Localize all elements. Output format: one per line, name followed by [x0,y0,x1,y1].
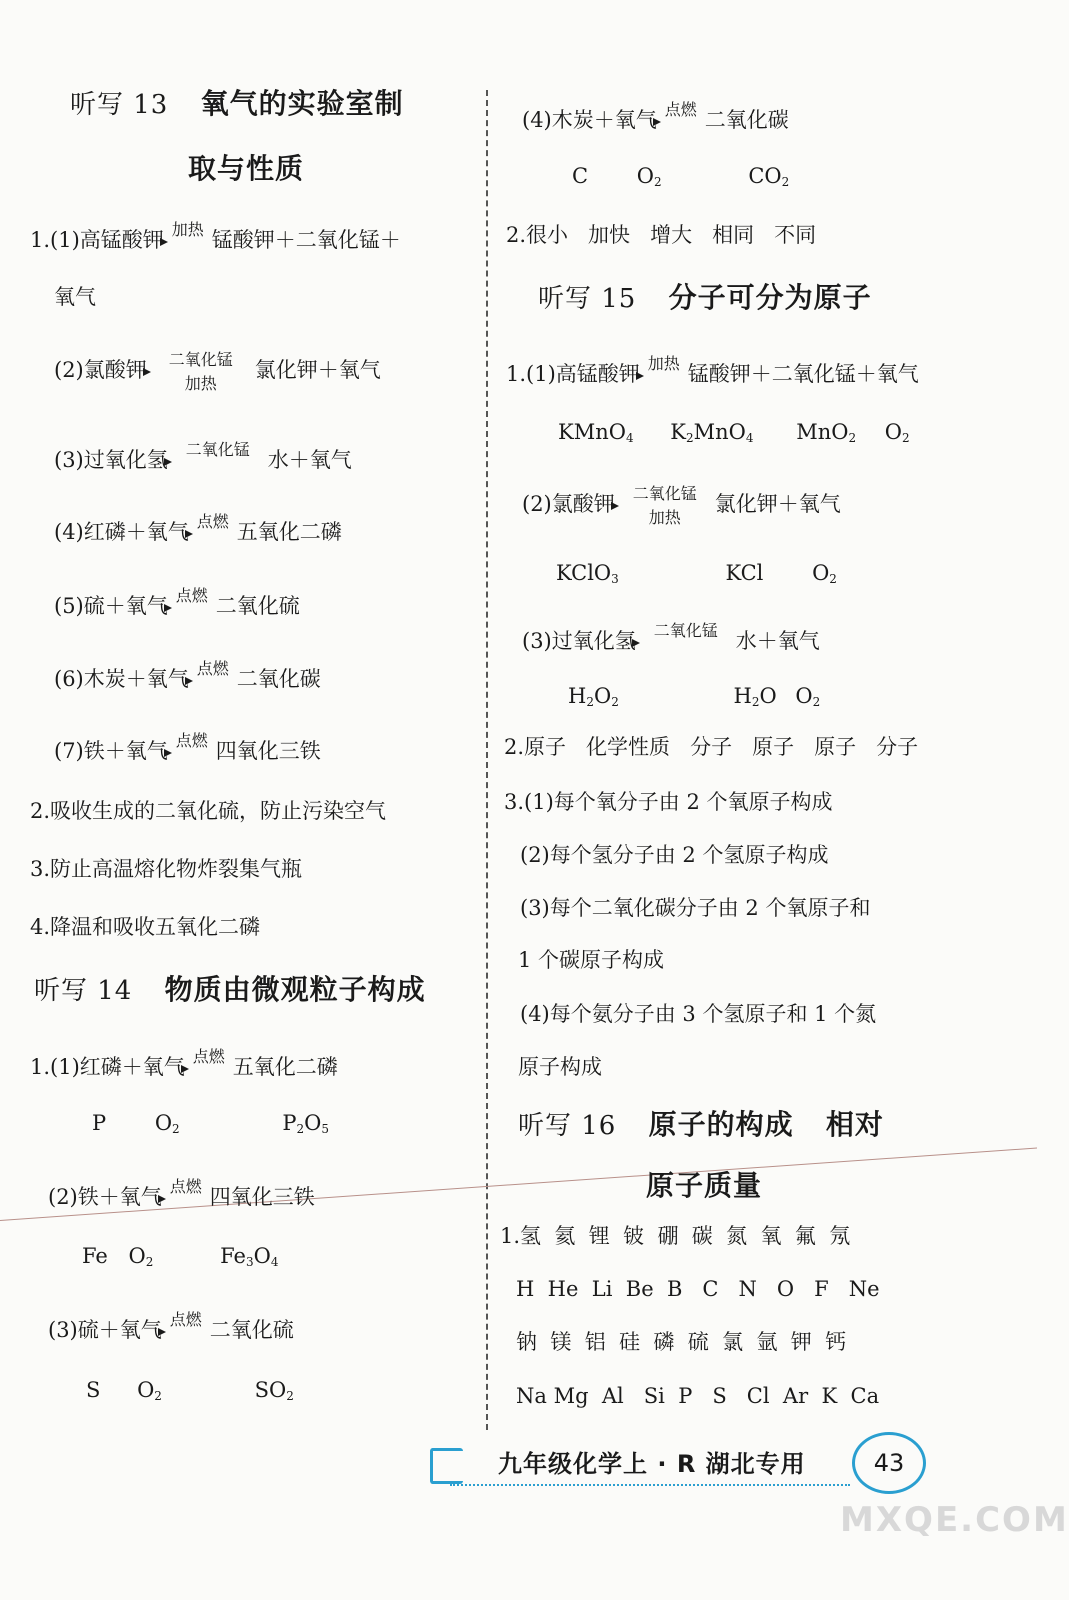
formulas-14-3: S O2 SO2 [86,1378,294,1403]
eq-15-3: (3)过氧化氢 二氧化锰 水＋氧气 [522,620,820,653]
eq-15-1: 1.(1)高锰酸钾 加热 锰酸钾＋二氧化锰＋氧气 [506,353,919,386]
formulas-13-1-4: C O2 CO2 [572,164,790,189]
watermark: MXQE.COM [840,1500,1069,1540]
eq-1-3: (3)过氧化氢 二氧化锰 水＋氧气 [54,439,352,472]
footer-dotted-line [450,1484,850,1486]
eq-13-1-4: (4)木炭＋氧气 点燃 二氧化碳 [522,99,789,132]
eq-1-7: (7)铁＋氧气 点燃 四氧化三铁 [54,730,321,763]
column-divider [486,90,488,1430]
eq-1-1: 1.(1)高锰酸钾 加热 锰酸钾＋二氧化锰＋ [30,219,401,252]
answer-3: 3.防止高温熔化物炸裂集气瓶 [30,857,303,881]
elements-symbols-2: Na Mg Al Si P S Cl Ar K Ca [516,1384,880,1408]
heading-13: 听写 13 氧气的实验室制 [70,87,404,120]
heading-16: 听写 16 原子的构成 相对 [518,1108,884,1141]
footer-title: 九年级化学上 · R 湖北专用 [498,1450,806,1478]
eq-1-4: (4)红磷＋氧气 点燃 五氧化二磷 [54,511,342,544]
answer-15-3-4: (4)每个氨分子由 3 个氢原子和 1 个氮 [520,1002,877,1026]
formulas-14-1: P O2 P2O5 [92,1111,330,1136]
formulas-15-2: KClO3 KCl O2 [556,561,837,586]
answer-15-3-4-cont: 原子构成 [518,1055,602,1079]
formulas-15-1: KMnO4 K2MnO4 MnO2 O2 [558,420,910,445]
formulas-14-2: Fe O2 Fe3O4 [82,1244,279,1269]
eq-1-5: (5)硫＋氧气 点燃 二氧化硫 [54,585,300,618]
answer-15-3-2: (2)每个氢分子由 2 个氢原子构成 [520,843,829,867]
heading-16-cont: 原子质量 [646,1169,763,1202]
answer-15-3-3-cont: 1 个碳原子构成 [518,948,665,972]
footer-decoration [430,1448,463,1484]
answer-4: 4.降温和吸收五氧化二磷 [30,915,261,939]
answer-15-3-3: (3)每个二氧化碳分子由 2 个氧原子和 [520,896,871,920]
heading-14: 听写 14 物质由微观粒子构成 [34,973,426,1006]
formulas-15-3: H2O2 H2O O2 [568,684,821,709]
page-number: 43 [852,1432,926,1494]
eq-1-1-cont: 氧气 [54,285,96,309]
answer-15-3-1: 3.(1)每个氧分子由 2 个氧原子构成 [504,790,833,814]
eq-14-2: (2)铁＋氧气 点燃 四氧化三铁 [48,1176,315,1209]
eq-14-3: (3)硫＋氧气 点燃 二氧化硫 [48,1309,294,1342]
answer-2: 2.吸收生成的二氧化硫，防止污染空气 [30,799,387,823]
answer-15-2: 2.原子 化学性质 分子 原子 原子 分子 [504,735,919,759]
eq-15-2: (2)氯酸钾 二氧化锰 加热 氯化钾＋氧气 [522,483,841,527]
heading-13-cont: 取与性质 [188,152,305,185]
answer-13-2: 2.很小 加快 增大 相同 不同 [506,223,817,247]
eq-1-6: (6)木炭＋氧气 点燃 二氧化碳 [54,658,321,691]
elements-names-2: 钠 镁 铝 硅 磷 硫 氯 氩 钾 钙 [516,1330,847,1354]
heading-15: 听写 15 分子可分为原子 [538,281,872,314]
eq-1-2: (2)氯酸钾 二氧化锰 加热 氯化钾＋氧气 [54,349,381,393]
eq-14-1: 1.(1)红磷＋氧气 点燃 五氧化二磷 [30,1046,338,1079]
elements-symbols-1: H He Li Be B C N O F Ne [516,1277,880,1301]
elements-names-1: 1.氢 氦 锂 铍 硼 碳 氮 氧 氟 氖 [500,1224,851,1248]
